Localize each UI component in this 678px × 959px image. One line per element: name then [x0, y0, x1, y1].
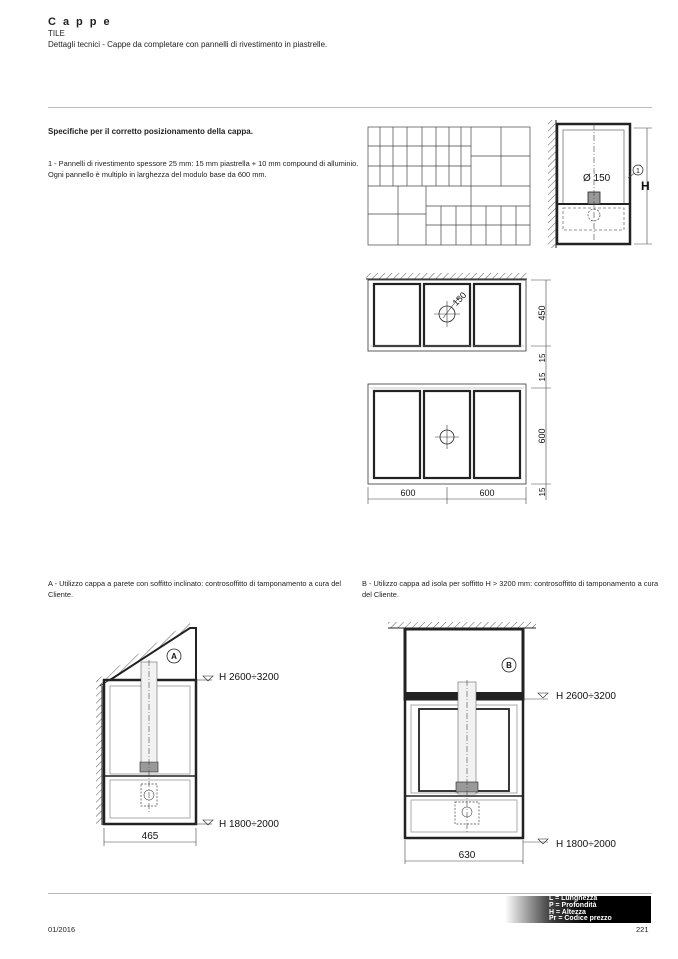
diagram-a-width: 465 — [141, 831, 159, 842]
page-title: Cappe — [48, 16, 117, 28]
badge-b: B — [506, 661, 512, 670]
front-width-right-label: 600 — [479, 488, 495, 498]
page-description: Dettagli tecnici - Cappe da completare con pannelli di rivestimento in piastrelle. — [48, 40, 328, 49]
front-view-drawing — [368, 366, 551, 504]
diagram-b-top-height: H 2600÷3200 — [556, 691, 616, 702]
top-view-drawing — [366, 273, 551, 366]
product-name: TILE — [48, 29, 65, 38]
front-panel-bottom-label: 15 — [538, 487, 547, 497]
note-b: B - Utilizzo cappa ad isola per soffitto H > 3200 mm: controsoffitto di tamponamento a cura del Cliente. — [362, 579, 659, 599]
badge-a: A — [171, 652, 177, 661]
legend-box — [505, 896, 651, 923]
spec-text: 1 - Pannelli di rivestimento spessore 25 mm: 15 mm piastrella + 10 mm compound di alluminio. Ogni pannello è multiplo in larghezza del modulo base da 600 mm. — [48, 159, 359, 179]
callout-number: 1 — [636, 168, 640, 175]
top-panel-label: 15 — [538, 353, 547, 363]
side-view-drawing — [548, 120, 652, 248]
legend-item: Pr = Codice prezzo — [549, 915, 612, 923]
diagram-a-bottom-height: H 1800÷2000 — [219, 819, 279, 830]
page-number: 221 — [636, 925, 649, 934]
footer-divider — [48, 893, 652, 894]
legend-item: L = Lunghezza — [549, 895, 598, 902]
top-diameter-label: 150 — [450, 290, 469, 308]
diagram-b-bottom-height: H 1800÷2000 — [556, 839, 616, 850]
front-height-label: 600 — [537, 428, 547, 444]
front-width-left-label: 600 — [400, 488, 416, 498]
spec-heading: Specifiche per il corretto posizionamento della cappa. — [48, 127, 253, 136]
top-depth-label: 450 — [537, 305, 547, 321]
note-a: A - Utilizzo cappa a parete con soffitto inclinato: controsoffitto di tamponamento a cura del Cliente. — [48, 579, 342, 599]
front-panel-top-label: 15 — [538, 372, 547, 382]
side-diameter-label: Ø 150 — [583, 173, 611, 184]
legend-item: H = Altezza — [549, 908, 586, 916]
tile-pattern-drawing — [368, 127, 530, 245]
diagram-b — [388, 622, 616, 864]
footer-date: 01/2016 — [48, 925, 76, 934]
legend-item: P = Profondità — [549, 901, 597, 909]
diagram-b-width: 630 — [458, 850, 476, 861]
diagram-a — [96, 622, 279, 846]
side-height-label: H — [641, 179, 650, 193]
diagram-a-top-height: H 2600÷3200 — [219, 672, 279, 683]
